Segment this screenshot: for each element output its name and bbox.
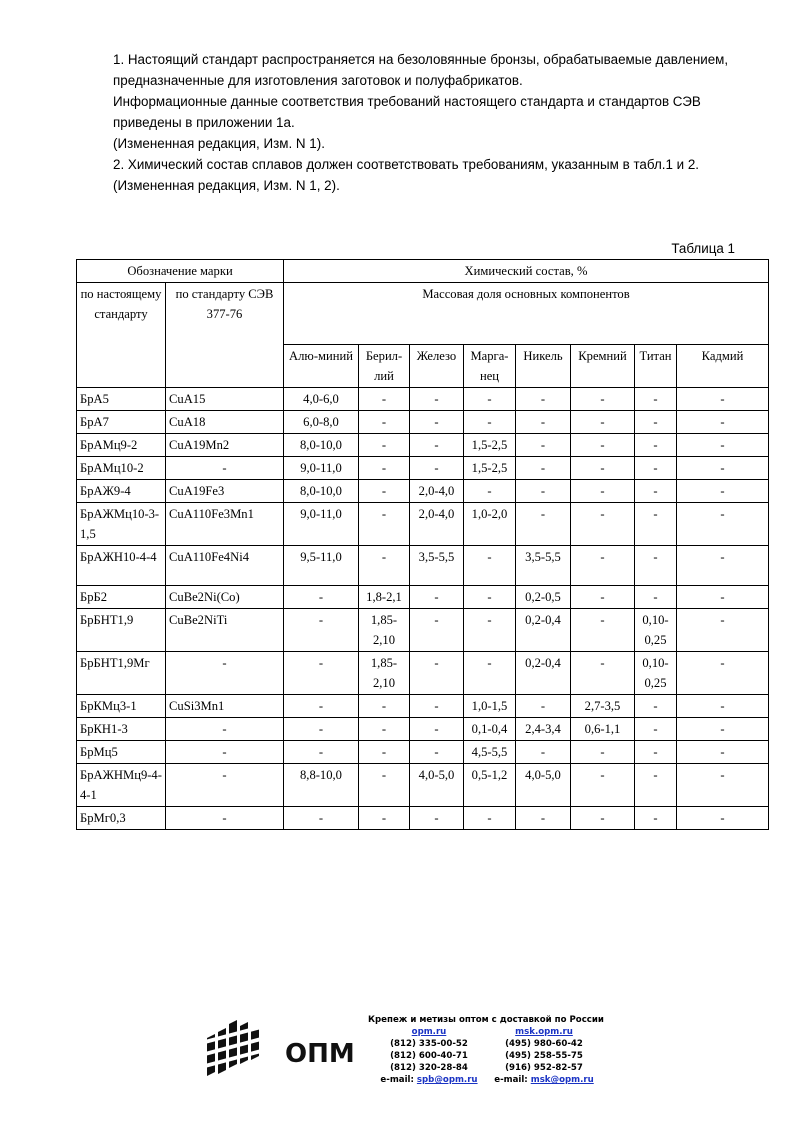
intro-paragraph-3: (Измененная редакция, Изм. N 1). (113, 136, 325, 151)
composition-value-cell: - (677, 457, 769, 480)
composition-value-cell: 3,5-5,5 (516, 546, 571, 586)
composition-value-cell: - (571, 652, 635, 695)
composition-value-cell: - (410, 609, 464, 652)
composition-value-cell: - (516, 480, 571, 503)
composition-value-cell: - (571, 609, 635, 652)
opm-logo (205, 1016, 365, 1085)
intro-paragraph-1: 1. Настоящий стандарт распространяется на безоловянные бронзы, обрабатываемые давлением, предназначенные для изготовления заготовок и полуфабрикатов. (113, 52, 729, 88)
grade-cell: БрАЖНМц9-4-4-1 (77, 764, 166, 807)
header-element-7: Кадмий (677, 345, 769, 388)
sev-grade-cell: CuA19Mn2 (166, 434, 284, 457)
composition-value-cell: 8,0-10,0 (284, 480, 359, 503)
composition-value-cell: - (571, 741, 635, 764)
composition-value-cell: - (571, 388, 635, 411)
msk-phone-1: (495) 980-60-42 (505, 1039, 583, 1049)
table-row (77, 411, 769, 434)
composition-value-cell: - (571, 586, 635, 609)
spb-email-label: e-mail: (380, 1075, 414, 1085)
composition-value-cell: - (464, 609, 516, 652)
sev-grade-cell: - (166, 652, 284, 695)
header-element-2: Железо (410, 345, 464, 388)
table-row (77, 807, 769, 830)
table-row (77, 546, 769, 586)
composition-value-cell: - (677, 609, 769, 652)
composition-value-cell: - (635, 411, 677, 434)
composition-value-cell: - (359, 718, 410, 741)
composition-value-cell: - (635, 434, 677, 457)
sev-grade-cell: CuA18 (166, 411, 284, 434)
header-chemical-composition: Химический состав, % (284, 260, 769, 283)
composition-value-cell: - (571, 480, 635, 503)
header-this-standard: по настоящему стандарту (77, 283, 166, 388)
table-row (77, 609, 769, 652)
composition-value-cell: - (677, 503, 769, 546)
composition-value-cell: - (359, 411, 410, 434)
sev-grade-cell: CuA15 (166, 388, 284, 411)
composition-value-cell: 1,5-2,5 (464, 457, 516, 480)
composition-value-cell: 4,5-5,5 (464, 741, 516, 764)
composition-value-cell: 0,2-0,4 (516, 609, 571, 652)
composition-value-cell: 1,5-2,5 (464, 434, 516, 457)
composition-value-cell: - (635, 388, 677, 411)
composition-value-cell: - (635, 457, 677, 480)
grade-cell: БрКМц3-1 (77, 695, 166, 718)
grade-cell: БрА7 (77, 411, 166, 434)
composition-value-cell: - (677, 741, 769, 764)
composition-value-cell: - (677, 807, 769, 830)
table-row (77, 652, 769, 695)
composition-value-cell: - (635, 764, 677, 807)
table-row (77, 480, 769, 503)
composition-value-cell: - (359, 434, 410, 457)
composition-value-cell: 1,85-2,10 (359, 609, 410, 652)
composition-value-cell: - (410, 586, 464, 609)
composition-value-cell: - (677, 411, 769, 434)
composition-value-cell: 4,0-6,0 (284, 388, 359, 411)
table-row (77, 695, 769, 718)
composition-value-cell: - (464, 388, 516, 411)
intro-paragraph-5: (Измененная редакция, Изм. N 1, 2). (113, 178, 340, 193)
composition-value-cell: - (284, 741, 359, 764)
composition-value-cell: - (359, 741, 410, 764)
composition-value-cell: - (516, 503, 571, 546)
composition-value-cell: 4,0-5,0 (516, 764, 571, 807)
composition-value-cell: - (516, 388, 571, 411)
intro-paragraph-4: 2. Химический состав сплавов должен соответствовать требованиям, указанным в табл.1 и 2. (113, 157, 700, 172)
composition-value-cell: - (677, 434, 769, 457)
composition-value-cell: - (359, 695, 410, 718)
table-row (77, 718, 769, 741)
grade-cell: БрКН1-3 (77, 718, 166, 741)
footer-contacts (368, 1014, 604, 1086)
composition-value-cell: - (571, 807, 635, 830)
table-row (77, 741, 769, 764)
composition-value-cell: 2,0-4,0 (410, 503, 464, 546)
grade-cell: БрА5 (77, 388, 166, 411)
composition-value-cell: - (284, 807, 359, 830)
composition-value-cell: - (677, 586, 769, 609)
composition-value-cell: - (677, 652, 769, 695)
composition-value-cell: - (359, 480, 410, 503)
composition-value-cell: - (464, 411, 516, 434)
msk-phone-3: (916) 952-82-57 (505, 1063, 583, 1073)
composition-value-cell: - (571, 503, 635, 546)
composition-value-cell: 9,0-11,0 (284, 457, 359, 480)
composition-value-cell: 1,8-2,1 (359, 586, 410, 609)
composition-value-cell: - (677, 695, 769, 718)
composition-value-cell: - (635, 741, 677, 764)
composition-value-cell: - (464, 546, 516, 586)
composition-value-cell: - (284, 718, 359, 741)
composition-value-cell: - (571, 434, 635, 457)
msk-email-label: e-mail: (494, 1075, 528, 1085)
grade-cell: БрАМц10-2 (77, 457, 166, 480)
grade-cell: БрБ2 (77, 586, 166, 609)
composition-value-cell: 0,2-0,4 (516, 652, 571, 695)
composition-value-cell: - (677, 388, 769, 411)
composition-value-cell: - (410, 457, 464, 480)
composition-table (76, 259, 769, 830)
composition-value-cell: 0,5-1,2 (464, 764, 516, 807)
composition-value-cell: 2,7-3,5 (571, 695, 635, 718)
header-element-6: Титан (635, 345, 677, 388)
sev-grade-cell: - (166, 718, 284, 741)
composition-value-cell: 8,0-10,0 (284, 434, 359, 457)
composition-value-cell: 1,0-1,5 (464, 695, 516, 718)
header-element-3: Марга-нец (464, 345, 516, 388)
composition-value-cell: - (464, 480, 516, 503)
composition-value-cell: - (516, 807, 571, 830)
composition-value-cell: 9,0-11,0 (284, 503, 359, 546)
header-sev-standard: по стандарту СЭВ 377-76 (166, 283, 284, 388)
table-row (77, 503, 769, 546)
composition-value-cell: - (410, 718, 464, 741)
composition-value-cell: - (635, 503, 677, 546)
composition-value-cell: - (359, 546, 410, 586)
composition-value-cell: - (635, 718, 677, 741)
composition-value-cell: 2,0-4,0 (410, 480, 464, 503)
composition-value-cell: 6,0-8,0 (284, 411, 359, 434)
header-element-5: Кремний (571, 345, 635, 388)
spb-phone-3: (812) 320-28-84 (390, 1063, 468, 1073)
composition-value-cell: - (516, 411, 571, 434)
grade-cell: БрАЖМц10-3-1,5 (77, 503, 166, 546)
composition-value-cell: - (571, 411, 635, 434)
composition-value-cell: 1,0-2,0 (464, 503, 516, 546)
composition-value-cell: - (516, 741, 571, 764)
composition-value-cell: - (284, 652, 359, 695)
composition-value-cell: - (410, 695, 464, 718)
table-row (77, 764, 769, 807)
spb-email-link[interactable]: spb@opm.ru (416, 1075, 478, 1085)
grade-cell: БрАЖ9-4 (77, 480, 166, 503)
grade-cell: БрБНТ1,9 (77, 609, 166, 652)
composition-value-cell: - (635, 695, 677, 718)
grade-cell: БрМц5 (77, 741, 166, 764)
composition-value-cell: - (284, 586, 359, 609)
sev-grade-cell: - (166, 807, 284, 830)
grade-cell: БрМг0,3 (77, 807, 166, 830)
opm-logo-mark-icon (205, 1016, 365, 1080)
table-row (77, 388, 769, 411)
intro-paragraph-2: Информационные данные соответствия требований настоящего стандарта и стандартов СЭВ приведены в приложении 1а. (113, 94, 701, 130)
composition-value-cell: - (359, 764, 410, 807)
composition-value-cell: - (571, 546, 635, 586)
msk-phone-2: (495) 258-55-75 (505, 1051, 583, 1061)
composition-value-cell: 1,85-2,10 (359, 652, 410, 695)
composition-value-cell: - (410, 411, 464, 434)
sev-grade-cell: - (166, 457, 284, 480)
sev-grade-cell: CuBe2NiTi (166, 609, 284, 652)
composition-value-cell: 0,2-0,5 (516, 586, 571, 609)
composition-value-cell: - (677, 718, 769, 741)
sev-grade-cell: - (166, 764, 284, 807)
composition-value-cell: - (635, 807, 677, 830)
table-row (77, 586, 769, 609)
composition-value-cell: - (284, 609, 359, 652)
msk-site-link[interactable]: msk.opm.ru (515, 1027, 573, 1037)
composition-value-cell: - (284, 695, 359, 718)
composition-value-cell: - (677, 764, 769, 807)
composition-value-cell: 9,5-11,0 (284, 546, 359, 586)
grade-cell: БрБНТ1,9Мг (77, 652, 166, 695)
table-row (77, 457, 769, 480)
logo-text: ОПМ (285, 1039, 355, 1069)
composition-value-cell: 8,8-10,0 (284, 764, 359, 807)
table-row (77, 434, 769, 457)
composition-value-cell: - (359, 503, 410, 546)
spb-site-link[interactable]: opm.ru (411, 1027, 447, 1037)
composition-value-cell: 0,10-0,25 (635, 652, 677, 695)
composition-value-cell: - (677, 480, 769, 503)
composition-value-cell: - (410, 388, 464, 411)
header-element-0: Алю-миний (284, 345, 359, 388)
sev-grade-cell: - (166, 741, 284, 764)
composition-value-cell: - (635, 586, 677, 609)
intro-text (113, 49, 753, 196)
composition-value-cell: - (571, 457, 635, 480)
composition-value-cell: - (359, 457, 410, 480)
spb-phone-1: (812) 335-00-52 (390, 1039, 468, 1049)
footer-tagline: Крепеж и метизы оптом с доставкой по России (368, 1015, 604, 1025)
sev-grade-cell: CuA19Fe3 (166, 480, 284, 503)
spb-phone-2: (812) 600-40-71 (390, 1051, 468, 1061)
composition-value-cell: 0,6-1,1 (571, 718, 635, 741)
header-element-1: Берил-лий (359, 345, 410, 388)
header-grade-designation: Обозначение марки (77, 260, 284, 283)
composition-value-cell: - (635, 480, 677, 503)
grade-cell: БрАЖН10-4-4 (77, 546, 166, 586)
composition-value-cell: 0,10-0,25 (635, 609, 677, 652)
header-mass-fraction: Массовая доля основных компонентов (284, 283, 769, 345)
composition-value-cell: - (516, 457, 571, 480)
composition-value-cell: - (359, 807, 410, 830)
composition-value-cell: - (464, 652, 516, 695)
sev-grade-cell: CuBe2Ni(Co) (166, 586, 284, 609)
composition-value-cell: 2,4-3,4 (516, 718, 571, 741)
sev-grade-cell: CuA110Fe3Mn1 (166, 503, 284, 546)
composition-value-cell: - (464, 807, 516, 830)
composition-value-cell: - (410, 434, 464, 457)
composition-value-cell: 4,0-5,0 (410, 764, 464, 807)
composition-value-cell: - (464, 586, 516, 609)
msk-email-link[interactable]: msk@opm.ru (530, 1075, 594, 1085)
sev-grade-cell: CuA110Fe4Ni4 (166, 546, 284, 586)
composition-value-cell: 3,5-5,5 (410, 546, 464, 586)
header-element-4: Никель (516, 345, 571, 388)
composition-value-cell: - (410, 741, 464, 764)
composition-value-cell: 0,1-0,4 (464, 718, 516, 741)
composition-value-cell: - (571, 764, 635, 807)
composition-value-cell: - (516, 434, 571, 457)
composition-value-cell: - (635, 546, 677, 586)
sev-grade-cell: CuSi3Mn1 (166, 695, 284, 718)
composition-value-cell: - (410, 807, 464, 830)
composition-value-cell: - (516, 695, 571, 718)
composition-value-cell: - (359, 388, 410, 411)
composition-value-cell: - (410, 652, 464, 695)
table-caption: Таблица 1 (671, 241, 735, 256)
composition-value-cell: - (677, 546, 769, 586)
grade-cell: БрАМц9-2 (77, 434, 166, 457)
